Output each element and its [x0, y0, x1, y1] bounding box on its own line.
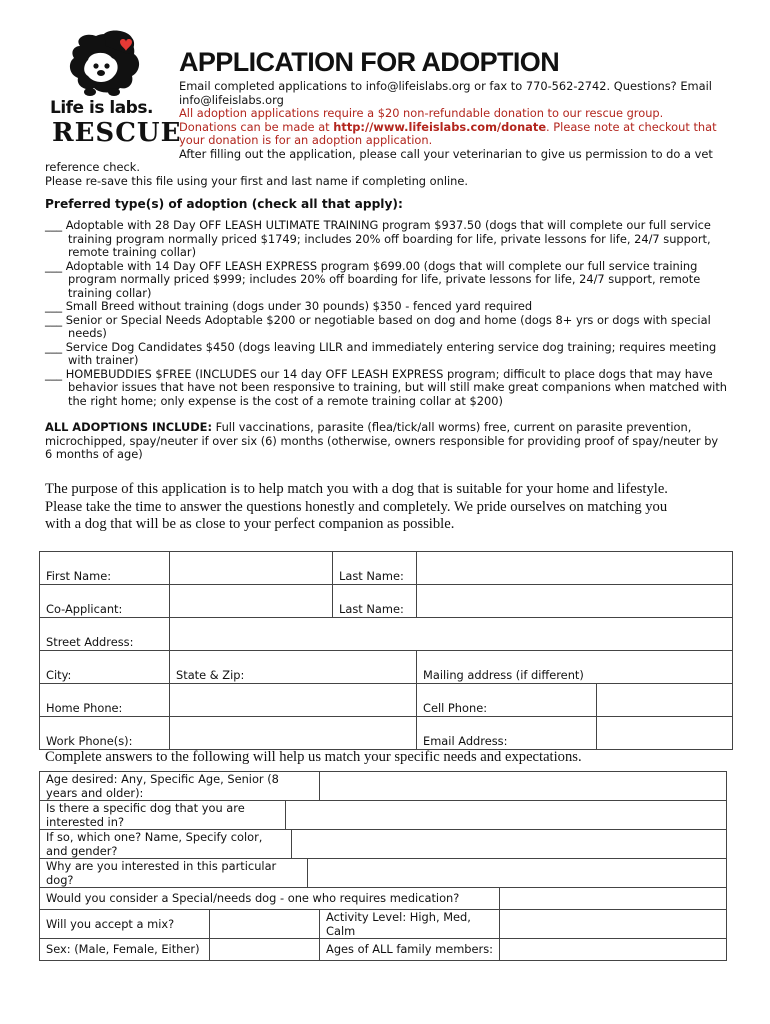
first-name-field[interactable] [170, 552, 333, 585]
all-include-text: Full vaccinations, parasite (flea/tick/all worms) free, current on parasite prevention, [212, 420, 692, 434]
last-name-field[interactable] [417, 552, 733, 585]
vet-instructions-line: After filling out the application, please call your veterinarian to give us permission to do a vet [179, 146, 713, 161]
sex-label: Sex: (Male, Female, Either) [40, 939, 210, 961]
work-phone-field[interactable] [170, 717, 417, 750]
family-ages-label: Ages of ALL family members: [320, 939, 500, 961]
donation-link[interactable]: http://www.lifeislabs.com/donate [333, 119, 547, 134]
life-is-labs-rescue-logo [44, 30, 182, 154]
specific-dog-field[interactable] [286, 801, 727, 830]
first-name-label: First Name: [40, 552, 170, 585]
street-address-field[interactable] [170, 618, 733, 651]
match-intro: Complete answers to the following will help us match your specific needs and expectations. [45, 749, 582, 765]
specific-dog-label: Is there a specific dog that you are interested in? [40, 801, 286, 830]
co-applicant-last-name-field[interactable] [417, 585, 733, 618]
adoption-options-list [45, 219, 745, 408]
why-interested-label: Why are you interested in this particular dog? [40, 859, 308, 888]
all-include-text: 6 months of age) [45, 447, 143, 461]
work-phone-label: Work Phone(s): [40, 717, 170, 750]
vet-instructions-line: reference check. [45, 160, 140, 174]
cell-phone-label: Cell Phone: [417, 684, 597, 717]
donation-prefix: Donations can be made at [179, 119, 334, 134]
activity-level-label: Activity Level: High, Med, Calm [320, 910, 500, 939]
logo-tagline: Life is labs. [50, 98, 153, 118]
home-phone-label: Home Phone: [40, 684, 170, 717]
accept-mix-field[interactable] [210, 910, 320, 939]
which-dog-field[interactable] [292, 830, 727, 859]
last-name-label: Last Name: [333, 552, 417, 585]
adoption-option-item[interactable]: ___ HOMEBUDDIES $FREE (INCLUDES our 14 day OFF LEASH EXPRESS program; difficult to place dogs that may have behavior issues that have not been responsive to training, but will still make great companions when matched with the right home; only expense is the cost of a remote training collar at $200) [45, 366, 728, 408]
header-instructions-continued [45, 161, 745, 188]
donation-notice-line [179, 121, 739, 135]
logo-rescue-text: RESCUE [52, 118, 182, 148]
email-address-label: Email Address: [417, 717, 597, 750]
age-desired-label: Age desired: Any, Specific Age, Senior (8 years and older): [40, 772, 320, 801]
activity-level-field[interactable] [500, 910, 727, 939]
special-needs-field[interactable] [500, 888, 727, 910]
co-applicant-last-name-label: Last Name: [333, 585, 417, 618]
sex-field[interactable] [210, 939, 320, 961]
co-applicant-label: Co-Applicant: [40, 585, 170, 618]
state-zip-label: State & Zip: [170, 651, 417, 684]
email-instructions-line: Email completed applications to info@lifeislabs.org or fax to 770-562-2742. Questions? Email [179, 79, 712, 93]
home-phone-field[interactable] [170, 684, 417, 717]
email-address-field[interactable] [597, 717, 733, 750]
all-include-text: microchipped, spay/neuter if over six (6) months (otherwise, owners responsible for providing proof of spay/neuter by [45, 433, 719, 448]
why-interested-field[interactable] [308, 859, 727, 888]
header-instructions [179, 80, 739, 161]
cell-phone-field[interactable] [597, 684, 733, 717]
city-label: City: [40, 651, 170, 684]
street-address-label: Street Address: [40, 618, 170, 651]
mailing-address-label: Mailing address (if different) [417, 651, 733, 684]
adoption-option-item[interactable]: ___ Adoptable with 28 Day OFF LEASH ULTIMATE TRAINING program $937.50 (dogs that will complete our full service training program normally priced $1749; includes 20% off boarding for life, private lessons for life, 24/7 support, remote training collar) [45, 218, 711, 259]
which-dog-label: If so, which one? Name, Specify color, and gender? [40, 830, 292, 859]
family-ages-field[interactable] [500, 939, 727, 961]
preferred-types-heading: Preferred type(s) of adoption (check all that apply): [45, 197, 403, 211]
accept-mix-label: Will you accept a mix? [40, 910, 210, 939]
resave-instructions-line: Please re-save this file using your first and last name if completing online. [45, 173, 469, 188]
email-instructions-line: info@lifeislabs.org [179, 92, 284, 107]
donation-suffix: . Please note at checkout that [546, 119, 717, 134]
adoption-option-item[interactable]: ___ Small Breed without training (dogs under 30 pounds) $350 - fenced yard required [45, 299, 533, 313]
donation-notice-line: your donation is for an adoption application. [179, 133, 433, 147]
adoption-option-item[interactable]: ___ Senior or Special Needs Adoptable $200 or negotiable based on dog and home (dogs 8+ yrs or dogs with special needs) [45, 312, 711, 340]
co-applicant-field[interactable] [170, 585, 333, 618]
special-needs-label: Would you consider a Special/needs dog - one who requires medication? [40, 888, 500, 910]
match-questions-table [39, 771, 727, 961]
all-adoptions-include [45, 421, 735, 462]
purpose-paragraph: The purpose of this application is to help match you with a dog that is suitable for your home and lifestyle. Please take the time to answer the questions honestly and completely. We pride ourselves on matching you with a dog that will be as close to your perfect companion as possible. [45, 481, 668, 533]
all-include-label: ALL ADOPTIONS INCLUDE: [45, 420, 213, 434]
page-title: APPLICATION FOR ADOPTION [179, 47, 560, 77]
adoption-option-item[interactable]: ___ Adoptable with 14 Day OFF LEASH EXPRESS program $699.00 (dogs that will complete our full service training program normally priced $999; includes 20% off boarding for life, private lessons for life, 24/7 support, remote training collar) [45, 258, 701, 300]
age-desired-field[interactable] [320, 772, 727, 801]
applicant-info-table [39, 551, 733, 750]
adoption-option-item[interactable]: ___ Service Dog Candidates $450 (dogs leaving LILR and immediately entering service dog training; requires meeting with trainer) [45, 339, 717, 367]
donation-notice-line: All adoption applications require a $20 non-refundable donation to our rescue group. [179, 106, 664, 120]
